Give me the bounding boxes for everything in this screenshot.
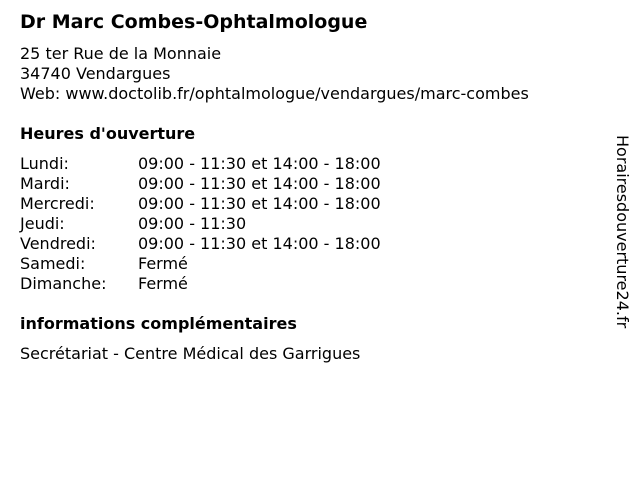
day-label: Mercredi: bbox=[20, 194, 95, 213]
opening-hours-heading: Heures d'ouverture bbox=[20, 124, 196, 143]
day-label: Mardi: bbox=[20, 174, 70, 193]
additional-info-text: Secrétariat - Centre Médical des Garrigues bbox=[20, 344, 361, 363]
day-label: Lundi: bbox=[20, 154, 69, 173]
address-city: 34740 Vendargues bbox=[20, 64, 171, 83]
watermark-text: Horairesdouverture24.fr bbox=[613, 135, 632, 329]
address-block bbox=[20, 44, 529, 104]
hours-value: Fermé bbox=[138, 274, 188, 293]
hours-value: 09:00 - 11:30 et 14:00 - 18:00 bbox=[138, 174, 381, 193]
address-street: 25 ter Rue de la Monnaie bbox=[20, 44, 222, 63]
day-label: Jeudi: bbox=[20, 214, 65, 233]
site-watermark bbox=[612, 135, 636, 345]
hours-value: 09:00 - 11:30 bbox=[138, 214, 247, 233]
day-label: Vendredi: bbox=[20, 234, 96, 253]
hours-value: 09:00 - 11:30 et 14:00 - 18:00 bbox=[138, 194, 381, 213]
additional-info-heading: informations complémentaires bbox=[20, 314, 297, 333]
day-label: Samedi: bbox=[20, 254, 86, 273]
page-title: Dr Marc Combes-Ophtalmologue bbox=[20, 11, 368, 33]
hours-value: Fermé bbox=[138, 254, 188, 273]
website-line: Web: www.doctolib.fr/ophtalmologue/vendargues/marc-combes bbox=[20, 84, 529, 103]
day-label: Dimanche: bbox=[20, 274, 107, 293]
hours-value: 09:00 - 11:30 et 14:00 - 18:00 bbox=[138, 154, 381, 173]
hours-value: 09:00 - 11:30 et 14:00 - 18:00 bbox=[138, 234, 381, 253]
